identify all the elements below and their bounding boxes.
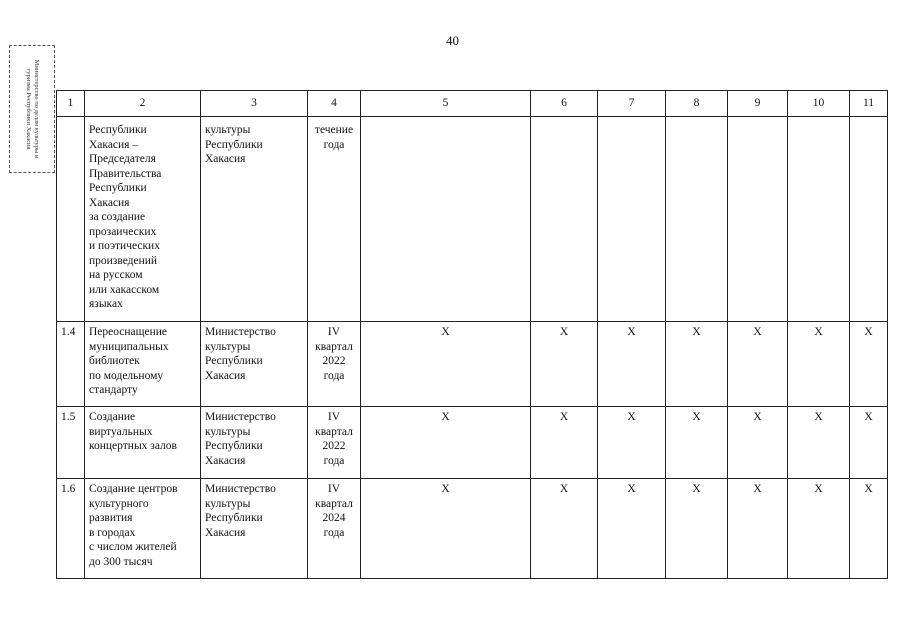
activity-name: Переоснащение муниципальных библиотек по модельному стандарту <box>85 322 201 407</box>
column-header: 8 <box>666 91 728 117</box>
mark-cell: Х <box>850 407 888 479</box>
column-header: 3 <box>201 91 308 117</box>
table-row <box>57 479 888 579</box>
row-number <box>57 117 85 322</box>
mark-cell <box>531 117 598 322</box>
table-header-row <box>57 91 888 117</box>
mark-cell: Х <box>598 479 666 579</box>
mark-cell: Х <box>666 322 728 407</box>
mark-cell: Х <box>531 407 598 479</box>
registration-stamp <box>9 45 55 173</box>
row-number: 1.5 <box>57 407 85 479</box>
mark-cell: Х <box>666 479 728 579</box>
mark-cell <box>850 117 888 322</box>
mark-cell: Х <box>361 322 531 407</box>
mark-cell: Х <box>531 479 598 579</box>
responsible-executor: Министерство культуры Республики Хакасия <box>201 322 308 407</box>
responsible-executor: культуры Республики Хакасия <box>201 117 308 322</box>
row-number: 1.6 <box>57 479 85 579</box>
mark-cell: Х <box>728 322 788 407</box>
table-row <box>57 407 888 479</box>
mark-cell: Х <box>598 407 666 479</box>
responsible-executor: Министерство культуры Республики Хакасия <box>201 407 308 479</box>
column-header: 10 <box>788 91 850 117</box>
activity-name: Создание виртуальных концертных залов <box>85 407 201 479</box>
table-row <box>57 117 888 322</box>
program-table <box>56 90 888 579</box>
mark-cell: Х <box>531 322 598 407</box>
column-header: 9 <box>728 91 788 117</box>
column-header: 1 <box>57 91 85 117</box>
mark-cell: Х <box>598 322 666 407</box>
mark-cell: Х <box>850 479 888 579</box>
column-header: 11 <box>850 91 888 117</box>
mark-cell <box>666 117 728 322</box>
mark-cell: Х <box>788 322 850 407</box>
completion-date: IV квартал 2022 года <box>308 407 361 479</box>
activity-name: Создание центров культурного развития в городах с числом жителей до 300 тысяч <box>85 479 201 579</box>
completion-date: течение года <box>308 117 361 322</box>
mark-cell <box>788 117 850 322</box>
table-row <box>57 322 888 407</box>
activity-name: Республики Хакасия – Председателя Правительства Республики Хакасия за создание прозаических и поэтических произведений на русском или хакасском языках <box>85 117 201 322</box>
column-header: 5 <box>361 91 531 117</box>
mark-cell <box>361 117 531 322</box>
column-header: 2 <box>85 91 201 117</box>
completion-date: IV квартал 2024 года <box>308 479 361 579</box>
responsible-executor: Министерство культуры Республики Хакасия <box>201 479 308 579</box>
completion-date: IV квартал 2022 года <box>308 322 361 407</box>
mark-cell <box>598 117 666 322</box>
mark-cell: Х <box>361 479 531 579</box>
mark-cell <box>728 117 788 322</box>
mark-cell: Х <box>666 407 728 479</box>
mark-cell: Х <box>728 407 788 479</box>
mark-cell: Х <box>361 407 531 479</box>
mark-cell: Х <box>788 479 850 579</box>
stamp-text: Министерство по делам культуры и туризма Республики Хакасия <box>25 59 40 159</box>
page-number: 40 <box>446 33 459 48</box>
column-header: 4 <box>308 91 361 117</box>
mark-cell: Х <box>788 407 850 479</box>
column-header: 6 <box>531 91 598 117</box>
mark-cell: Х <box>850 322 888 407</box>
column-header: 7 <box>598 91 666 117</box>
mark-cell: Х <box>728 479 788 579</box>
row-number: 1.4 <box>57 322 85 407</box>
